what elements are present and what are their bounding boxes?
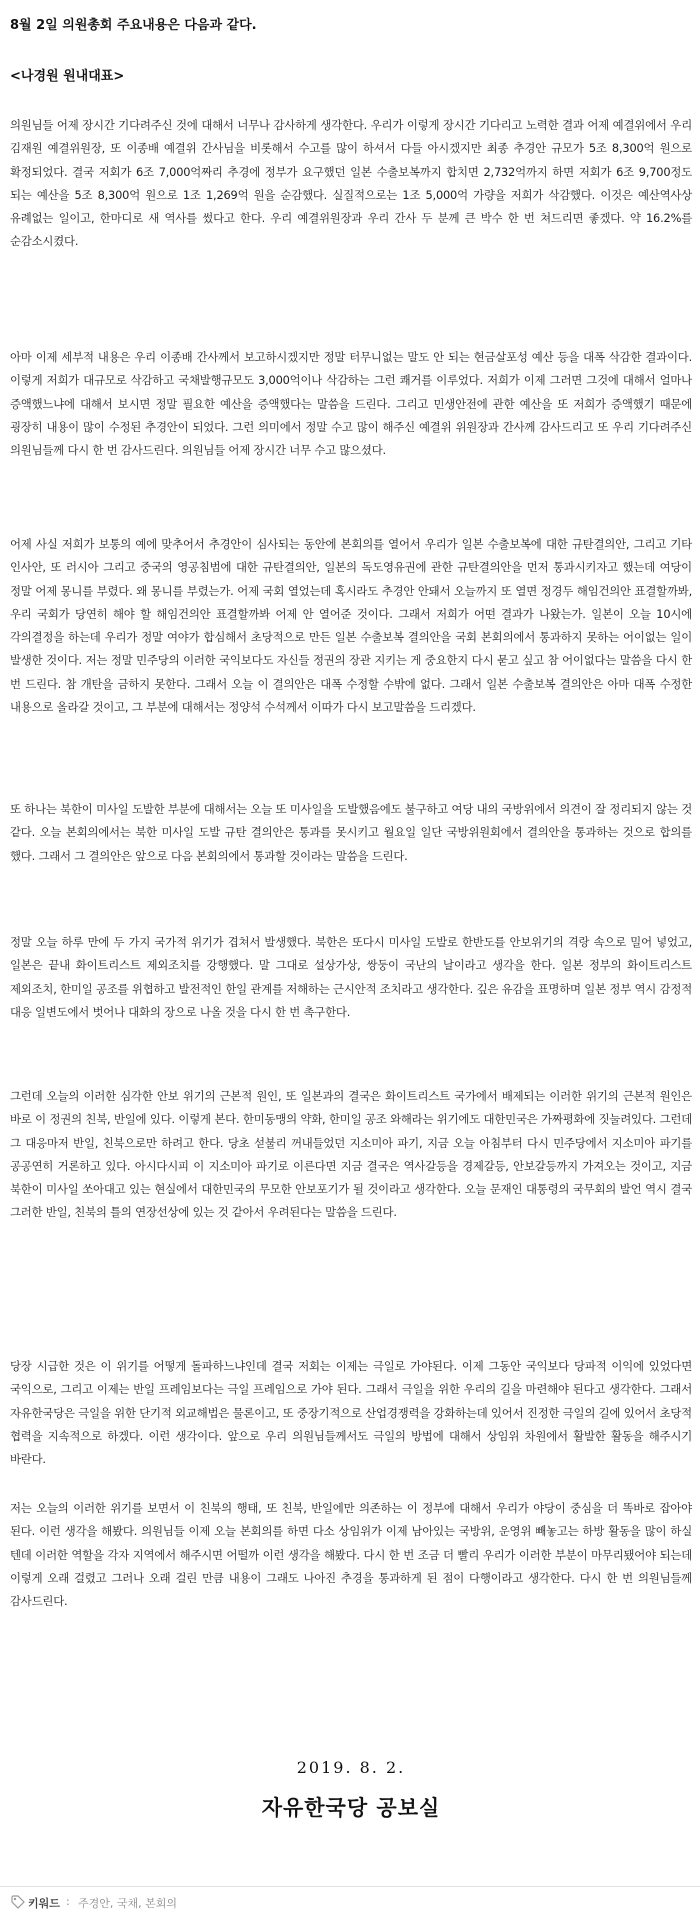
keyword-bar — [0, 1886, 700, 1920]
keyword-link[interactable]: 본회의 — [145, 1897, 178, 1910]
paragraph: 어제 사실 저희가 보통의 예에 맞추어서 추경안이 심사되는 동안에 본회의를 열어서 우리가 일본 수출보복에 대한 규탄결의안, 그리고 기타 인사안, 또 러시아 그리고 중국의 영공침범에 대한 규탄결의안, 일본의 독도영유권에 관한 규탄결의안을 먼저 통과시키자고 했는데 여당이 정말 어제 몽니를 부렸다. 왜 몽니를 부렸는가. 어제 국회 열었는데 혹시라도 추경안 안돼서 오늘까지 또 열면 정경두 해임건의안 표결할까봐, 우리 국회가 당연히 해야 할 해임건의안 표결할까봐 어제 안 열어준 것이다. 그래서 저희가 어떤 결과가 나왔는가. 일본이 오늘 10시에 각의결정을 하는데 우리가 정말 여야가 합심해서 초당적으로 만든 일본 수출보복 결의안을 국회 본회의에서 통과하지 못하는 어이없는 일이 발생한 것이다. 저는 정말 민주당의 이러한 국익보다도 자신들 정권의 장관 지키는 게 중요한지 다시 묻고 싶고 참 어이없다는 말씀을 다시 한 번 드린다. 참 개탄을 금하지 못한다. 그래서 오늘 이 결의안은 대폭 수정할 수밖에 없다. 그래서 일본 수출보복 결의안은 아마 대폭 수정한 내용으로 올라갈 것이고, 그 부분에 대해서는 정양석 수석께서 이따가 다시 보고말씀을 드리겠다. — [10, 537, 692, 715]
paragraph: 의원님들 어제 장시간 기다려주신 것에 대해서 너무나 감사하게 생각한다. 우리가 이렇게 장시간 기다리고 노력한 결과 어제 예결위에서 우리 김재원 예결위원장, 또 이종배 예결위 간사님을 비롯해서 수고를 많이 하셔서 다들 아시겠지만 최종 추경안 규모가 5조 8,300억 원으로 확정되었다. 결국 저회가 6조 7,000억짜리 추경에 정부가 요구했던 일본 수출보복까지 합치면 2,732억까지 하면 저회가 6조 9,700정도 되는 예산을 5조 8,300억 원으로 1조 1,269억 원을 순감했다. 실질적으로는 1조 5,000억 가량을 저희가 삭감했다. 이것은 예산역사상 유례없는 일이고, 한마디로 새 역사를 썼다고 한다. 우리 예결위원장과 우리 간사 두 분께 큰 박수 한 번 쳐드리면 좋겠다. 약 16.2%를 순감소시켰다. — [10, 118, 692, 249]
paragraph: 아마 이제 세부적 내용은 우리 이종배 간사께서 보고하시겠지만 정말 터무니없는 말도 안 되는 현금살포성 예산 등을 대폭 삭감한 결과이다. 이렇게 저희가 대규모로 삭감하고 국채발행규모도 3,000억이나 삭감하는 그런 쾌거를 이루었다. 저희가 이제 그러면 그것에 대해서 얼마나 증액했느냐에 대해서 보시면 정말 필요한 예산을 증액했다는 말씀을 드린다. 그리고 민생안전에 관한 예산을 또 저희가 증액했기 때문에 굉장히 내용이 많이 수정된 추경안이 되었다. 그런 의미에서 정말 수고 많이 해주신 예결위 위원장과 간사께 감사드리고 또 우리 기다려주신 의원님들께 다시 한 번 감사드린다. 의원님들 어제 장시간 너무 수고 많으셨다. — [10, 350, 692, 458]
page-heading: 8월 2일 의원총회 주요내용은 다음과 같다. — [10, 18, 257, 33]
keyword-comma: , — [138, 1897, 146, 1910]
keyword-separator: : — [66, 1895, 70, 1908]
paragraph: 그런데 오늘의 이러한 심각한 안보 위기의 근본적 원인, 또 일본과의 결국은 화이트리스트 국가에서 배제되는 이러한 위기의 근본적 원인은 바로 이 정권의 친북, 반일에 있다. 이렇게 본다. 한미동맹의 약화, 한미일 공조 와해라는 위기에도 대한민국은 가짜평화에 짓눌려있다. 그런데 그 대응마저 반일, 친북으로만 하려고 한다. 당초 섣불리 꺼내들었던 지소미아 파기, 지금 오늘 아침부터 다시 민주당에서 지소미아 파기를 공공연히 거론하고 있다. 아시다시피 이 지소미아 파기로 이른다면 지금 결국은 역사갈등을 경제갈등, 안보갈등까지 가져오는 것이고, 지금 북한이 미사일 쏘아대고 있는 현실에서 대한민국의 무모한 안보포기가 될 것이라고 생각한다. 오늘 문재인 대통령의 국무회의 발언 역시 결국 그러한 반일, 친북의 틀의 연장선상에 있는 것 같아서 우려된다는 말씀을 드린다. — [10, 1089, 692, 1220]
keyword-link[interactable]: 국채 — [116, 1897, 139, 1910]
keyword-comma: , — [109, 1897, 117, 1910]
keyword-list — [78, 1895, 177, 1911]
release-date: 2019. 8. 2. — [296, 1758, 406, 1777]
paragraph: 저는 오늘의 이러한 위기를 보면서 이 친북의 행태, 또 친북, 반일에만 의존하는 이 정부에 대해서 우리가 야당이 중심을 더 똑바로 잡아야 된다. 이런 생각을 해봤다. 의원님들 이제 오늘 본회의를 하면 다소 상임위가 이제 남아있는 국방위, 운영위 빼놓고는 하방 활동을 많이 하실 텐데 이러한 역할을 각자 지역에서 해주시면 어떨까 이런 생각을 해봤다. 다시 한 번 조금 더 빨리 우리가 이러한 부분이 마무리됐어야 되는데 이렇게 오래 걸렸고 그러나 오래 걸린 만큼 내용이 그래도 나아진 추경을 통과하게 된 점이 다행이라고 생각한다. 다시 한 번 의원님들께 감사드린다. — [10, 1501, 692, 1609]
keyword-link[interactable]: 주경안 — [78, 1897, 110, 1910]
tag-icon — [11, 1895, 25, 1909]
speaker-label: <나경원 원내대표> — [10, 69, 125, 84]
paragraph: 당장 시급한 것은 이 위기를 어떻게 돌파하느냐인데 결국 저회는 이제는 극일로 가야된다. 이제 그동안 국익보다 당파적 이익에 있었다면 국익으로, 그리고 이제는 반일 프레임보다는 극일 프레임으로 가야 된다. 그래서 극일을 위한 우리의 길을 마련해야 된다고 생각한다. 그래서 자유한국당은 극일을 위한 단기적 외교해법은 물론이고, 또 중장기적으로 산업경쟁력을 강화하는데 있어서 진정한 극일의 길에 있어서 초당적 협력을 지속적으로 하겠다. 이런 생각이다. 앞으로 우리 의원님들께서도 극일의 방법에 대해서 상임위 차원에서 활발한 활동을 해주시기 바란다. — [10, 1359, 692, 1467]
keyword-label: 키워드 — [28, 1897, 60, 1910]
paragraph: 정말 오늘 하루 만에 두 가지 국가적 위기가 겹쳐서 발생했다. 북한은 또다시 미사일 도발로 한반도를 안보위기의 격랑 속으로 밀어 넣었고, 일본은 끝내 화이트리스트 제외조치를 강행했다. 말 그대로 설상가상, 쌍둥이 국난의 날이라고 생각을 한다. 일본 정부의 화이트리스트 제외조치, 한미일 공조를 위협하고 발전적인 한일 관계를 저해하는 근시안적 조치라고 생각한다. 깊은 유감을 표명하며 일본 정부 역시 감정적 대응 일변도에서 벗어나 대화의 장으로 나올 것을 다시 한 번 촉구한다. — [10, 935, 692, 1019]
issuer-name: 자유한국당 공보실 — [261, 1796, 441, 1820]
paragraph: 또 하나는 북한이 미사일 도발한 부분에 대해서는 오늘 또 미사일을 도발했음에도 불구하고 여당 내의 국방위에서 의견이 잘 정리되지 않는 것 같다. 오늘 본회의에서는 북한 미사일 도발 규탄 결의안은 통과를 못시키고 월요일 일단 국방위원회에서 결의안을 통과하는 것으로 합의를 했다. 그래서 그 결의안은 앞으로 다음 본회의에서 통과할 것이라는 말씀을 드린다. — [10, 802, 692, 863]
